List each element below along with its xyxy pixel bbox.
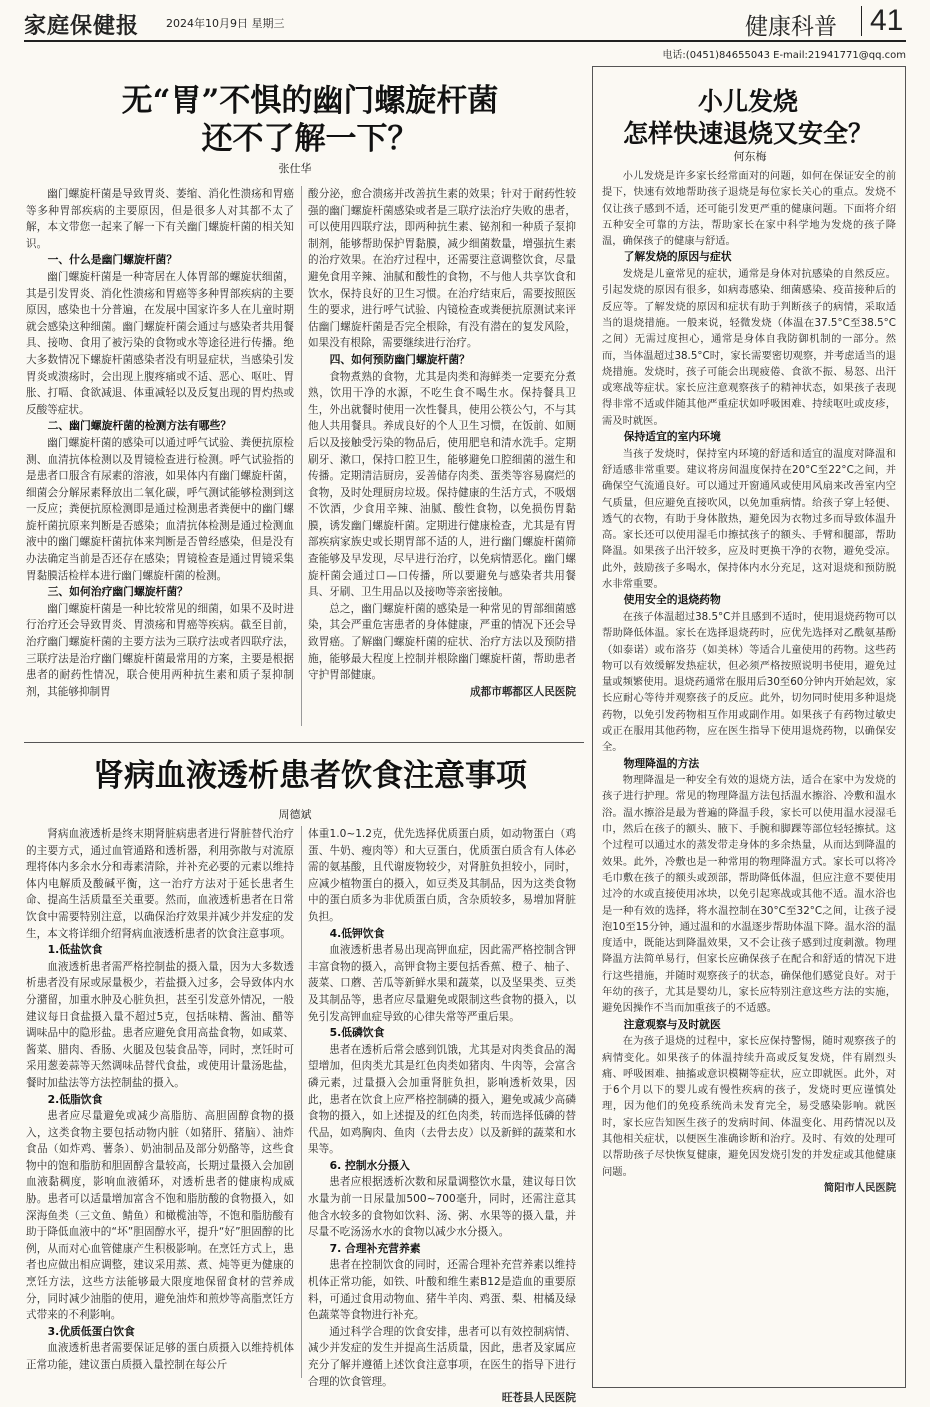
contact-info: 电话:(0451)84655043 E-mail:21941771@qq.com	[662, 50, 906, 61]
article1-title	[30, 82, 590, 158]
page-number: 41	[870, 4, 904, 37]
section-heading: 7. 合理补充营养素	[329, 1241, 421, 1255]
source-hospital: 旺苍县人民医院	[501, 1392, 576, 1405]
section-heading: 4.低钾饮食	[329, 926, 385, 940]
paragraph: 在为孩子退烧的过程中，家长应保持警惕，随时观察孩子的病情变化。如果孩子的体温持续升高或反复发烧，伴有剧烈头痛、呼吸困难、抽搐或意识模糊等症状，应立即就医。此外，对于6个月以下的婴儿或有慢性疾病的孩子，发烧时更应谨慎处理，因为他们的免疫系统尚未发育完全，易受感染影响。就医时，家长应告知医生孩子的发病时间、体温变化、用药情况以及其他相关症状，以便医生准确诊断和治疗。及时、有效的处理可以帮助孩子尽快恢复健康，避免因发烧引发的并发症或其他健康问题。	[602, 1035, 896, 1178]
source-hospital: 简阳市人民医院	[823, 1181, 896, 1194]
header-rule	[24, 40, 906, 42]
section-name: 健康科普	[745, 14, 837, 40]
paragraph: 物理降温是一种安全有效的退烧方法，适合在家中为发烧的孩子进行护理。常见的物理降温方法包括温水擦浴、冷敷和温水浴。温水擦浴是最为普遍的降温手段，家长可以使用温水浸湿毛巾，然后在孩子的额头、腋下、手腕和脚踝等部位轻轻擦拭。这个过程可以通过水的蒸发带走身体的多余热量，从而达到降温的效果。此外，冷敷也是一种常用的物理降温方式。家长可以将冷毛巾敷在孩子的额头或颈部，帮助降低体温，但应注意不要使用过冷的水或直接使用冰块，以免引起寒战或其他不适。温水浴也是一种有效的选择，将水温控制在30°C至32°C之间，让孩子浸泡10至15分钟，通过温和的水温逐步帮助体温下降。温水浴的温度适中，既能达到降温效果，又不会让孩子感到过度刺激。物理降温方法简单易行，但家长应确保孩子在配合和舒适的情况下进行这些措施，并随时观察孩子的状态，确保他们感觉良好。对于年幼的孩子，尤其是婴幼儿，家长应特别注意这些方法的实施，避免因操作不当而加重孩子的不适感。	[602, 774, 896, 1015]
paragraph: 幽门螺旋杆菌的感染可以通过呼气试验、粪便抗原检测、血清抗体检测以及胃镜检查进行检测。呼气试验指的是患者口服含有尿素的溶液，如果体内有幽门螺旋杆菌，细菌会分解尿素释放出二氧化碳，呼气测试能够检测到这一反应；粪便抗原检测即是通过检测患者粪便中的幽门螺旋杆菌抗原来判断是否感染；血清抗体检测是通过检测血液中的幽门螺旋杆菌抗体来判断是否曾经感染，但是没有办法确定当前是否还存在感染；胃镜检查是通过胃镜采集胃黏膜活检样本进行幽门螺旋杆菌的检测。	[26, 436, 294, 582]
article2-column-1	[26, 826, 294, 1382]
section-heading: 使用安全的退烧药物	[623, 593, 721, 607]
article3-title	[600, 86, 896, 150]
article2-author: 周德斌	[278, 808, 312, 821]
article3-title-line1: 小儿发烧	[697, 87, 798, 116]
section-heading: 2.低脂饮食	[47, 1092, 103, 1106]
article-separator	[24, 742, 584, 743]
header-separator	[861, 6, 862, 36]
article3-title-line2: 怎样快速退烧又安全？	[622, 119, 873, 148]
article1-title-line1: 无“胃”不惧的幽门螺旋杆菌	[121, 83, 499, 119]
section-heading: 三、如何治疗幽门螺旋杆菌？	[47, 585, 188, 599]
article1-author: 张仕华	[278, 162, 312, 175]
paragraph: 酸分泌，愈合溃疡并改善抗生素的效果；针对于耐药性较强的幽门螺旋杆菌感染或者是三联疗法治疗失败的患者，可以使用四联疗法，即两种抗生素、铋剂和一种质子泵抑制剂，能够帮助保护胃黏膜，减少细菌数量，增强抗生素的治疗效果。在治疗过程中，还需要注意调整饮食，尽量避免食用辛辣、油腻和酸性的食物，不与他人共享饮食和饮水，保持良好的卫生习惯。在治疗结束后，需要按照医生的要求，进行呼气试验、内镜检查或粪便抗原测试来评估幽门螺旋杆菌是否完全根除，有没有潜在的复发风险，如果没有根除，需要继续进行治疗。	[308, 188, 576, 350]
article2-title: 肾病血液透析患者饮食注意事项	[93, 758, 527, 794]
paragraph: 总之，幽门螺旋杆菌的感染是一种常见的胃部细菌感染，其会严重危害患者的身体健康，严重的情况下还会导致胃癌。了解幽门螺旋杆菌的症状、治疗方法以及预防措施，能够最大程度上控制并根除幽门螺旋杆菌，帮助患者守护胃部健康。	[308, 602, 576, 682]
paragraph: 患者在透析后常会感到饥饿，尤其是对肉类食品的渴望增加，但肉类尤其是红色肉类如猪肉、牛肉等，会富含磷元素，过量摄入会加重肾脏负担，影响透析效果，因此，患者在饮食上应严格控制磷的摄入，避免或减少高磷食物的摄入，如上述提及的红色肉类，转而选择低磷的替代品，如鸡胸肉、鱼肉（去骨去皮）以及新鲜的蔬菜和水果等。	[308, 1043, 576, 1156]
paragraph: 患者应尽量避免或减少高脂肪、高胆固醇食物的摄入，这类食物主要包括动物内脏（如猪肝、猪脑）、油炸食品（如炸鸡、薯条）、奶油制品及部分奶酪等，这些食物中的饱和脂肪和胆固醇含量较高，长期过量摄入会加剧血液黏稠度，影响血液循环，对透析患者的健康构成威胁。患者可以适量增加富含不饱和脂肪酸的食物摄入，如深海鱼类（三文鱼、鲭鱼）和橄榄油等，不饱和脂肪酸有助于降低血液中的“坏”胆固醇水平，提升“好”胆固醇的比例，从而对心血管健康产生积极影响。在烹饪方式上，患者也应做出相应调整，建议采用蒸、煮、炖等更为健康的烹饪方法，这些方法能够最大限度地保留食材的营养成分，同时减少油脂的使用，避免油炸和煎炒等高脂烹饪方式带来的不利影响。	[26, 1110, 294, 1322]
section-heading: 5.低磷饮食	[329, 1026, 385, 1040]
paragraph: 肾病血液透析是终末期肾脏病患者进行肾脏替代治疗的主要方式，通过血管通路和透析器，利用弥散与对流原理将体内多余水分和毒素清除，并补充必要的元素以维持体内电解质及酸碱平衡，这一治疗方法对于延长患者生命、提高生活质量至关重要。然而，血液透析患者在日常饮食中需要特别注意，以确保治疗效果并减少并发症的发生，本文将详细介绍肾病血液透析患者的饮食注意事项。	[26, 828, 294, 940]
section-heading: 注意观察与及时就医	[623, 1017, 721, 1031]
section-heading: 保持适宜的室内环境	[623, 430, 721, 444]
section-heading: 3.优质低蛋白饮食	[47, 1324, 135, 1338]
article1-title-line2: 还不了解一下？	[201, 121, 419, 157]
paragraph: 血液透析患者需要保证足够的蛋白质摄入以维持机体正常功能，建议蛋白质摄入量控制在每公斤	[26, 1342, 294, 1371]
article2-column-2	[308, 826, 576, 1405]
section-heading: 了解发烧的原因与症状	[623, 250, 732, 264]
column-divider	[301, 826, 302, 1378]
paragraph: 血液透析患者需严格控制盐的摄入量，因为大多数透析患者没有尿或尿量极少，若盐摄入过多，会导致体内水分潴留，加重水肿及心脏负担，甚至引发意外情况，一般建议每日食盐摄入量不超过5克，包括味精、酱油、醋等调味品中的隐形盐。患者应避免食用高盐食物，如咸菜、酱菜、腊肉、香肠、火腿及包装食品等，同时，烹饪时可采用葱姜蒜等天然调味品替代食盐，或使用计量汤匙盐，餐时加盐法等方法控制盐的摄入。	[26, 960, 294, 1089]
newspaper-name: 家庭保健报	[24, 13, 140, 39]
article3-body	[602, 168, 896, 1380]
section-heading: 6. 控制水分摄入	[329, 1158, 410, 1172]
article1-column-1	[26, 186, 294, 734]
section-heading: 一、什么是幽门螺旋杆菌？	[47, 253, 178, 267]
section-heading: 二、幽门螺旋杆菌的检测方法有哪些？	[47, 419, 232, 433]
article3-author: 何东梅	[733, 150, 767, 163]
section-heading: 物理降温的方法	[623, 756, 700, 770]
paragraph: 患者在控制饮食的同时，还需合理补充营养素以维持机体正常功能，如铁、叶酸和维生素B12是造血的重要原料，可通过食用动物血、猪牛羊肉、鸡蛋、梨、柑橘及绿色蔬菜等食物进行补充。	[308, 1259, 576, 1322]
paragraph: 通过科学合理的饮食安排，患者可以有效控制病情、减少并发症的发生并提高生活质量，因此，患者及家属应充分了解并遵循上述饮食注意事项，在医生的指导下进行合理的饮食管理。	[308, 1325, 576, 1388]
source-hospital: 成都市郫都区人民医院	[470, 685, 576, 698]
paragraph: 发烧是儿童常见的症状，通常是身体对抗感染的自然反应。引起发烧的原因有很多，如病毒感染、细菌感染、疫苗接种后的反应等。了解发烧的原因和症状有助于判断孩子的病情，采取适当的退烧措施。一般来说，轻微发烧（体温在37.5°C至38.5°C之间）无需过度担心，通常是身体自我防御机制的一部分。然而，当体温超过38.5°C时，家长需要密切观察，并考虑适当的退烧措施。发烧时，孩子可能会出现疲倦、食欲不振、易怒、出汗或寒战等症状。家长应注意观察孩子的精神状态，如果孩子表现得非常不适或伴随其他严重症状如呼吸困难、持续呕吐或皮疹，需及时就医。	[602, 268, 896, 427]
paragraph: 体重1.0~1.2克，优先选择优质蛋白质，如动物蛋白（鸡蛋、牛奶、瘦肉等）和大豆蛋白，优质蛋白质含有人体必需的氨基酸，且代谢废物较少，对肾脏负担较小，同时，应减少植物蛋白的摄入，如豆类及其制品，因为这类食物中的蛋白质多为非优质蛋白质，含杂质较多，易增加肾脏负担。	[308, 828, 576, 923]
paragraph: 小儿发烧是许多家长经常面对的问题，如何在保证安全的前提下，快速有效地帮助孩子退烧是每位家长关心的重点。发烧不仅让孩子感到不适，还可能引发更严重的健康问题。下面将介绍五种安全可靠的方法，帮助家长在家中科学地为发烧的孩子降温，确保孩子的健康与舒适。	[602, 170, 896, 248]
paragraph: 幽门螺旋杆菌是导致胃炎、萎缩、消化性溃疡和胃癌等多种胃部疾病的主要原因，但是很多人对其都不太了解，本文带您一起来了解一下有关幽门螺旋杆菌的相关知识。	[26, 188, 294, 250]
article1-column-2	[308, 186, 576, 734]
column-divider	[301, 186, 302, 726]
paragraph: 食物煮熟的食物，尤其是肉类和海鲜类一定要充分煮熟，饮用干净的水源，不吃生食不喝生水。保持餐具卫生，外出就餐时使用一次性餐具，使用公筷公勺，不与其他人共用餐具。养成良好的个人卫生习惯，在饭前、如厕后以及接触受污染的物品后，使用肥皂和清水洗手。定期刷牙、漱口，保持口腔卫生，能够避免口腔细菌的滋生和传播。定期清洁厨房，妥善储存肉类、蛋类等容易腐烂的食物，及时处理厨房垃圾。保持健康的生活方式，不吸烟不饮酒，少食用辛辣、油腻、酸性食物，以免损伤胃黏膜，诱发幽门螺旋杆菌。定期进行健康检查，尤其是有胃部疾病家族史或长期胃部不适的人，进行幽门螺旋杆菌筛查能够及早发现，尽早进行治疗，以免病情恶化。幽门螺旋杆菌会通过口—口传播，所以要避免与感染者共用餐具、牙刷、卫生用品以及接吻等亲密接触。	[308, 370, 576, 599]
section-heading: 四、如何预防幽门螺旋杆菌？	[329, 352, 470, 366]
section-heading: 1.低盐饮食	[47, 943, 103, 957]
paragraph: 血液透析患者易出现高钾血症，因此需严格控制含钾丰富食物的摄入，高钾食物主要包括香蕉、橙子、柚子、菠菜、口蘑、苦瓜等新鲜水果和蔬菜，以及坚果类、豆类及其制品等，患者应尽量避免或限制这些食物的摄入，以免引发高钾血症导致的心律失常等严重后果。	[308, 944, 576, 1023]
issue-date: 2024年10月9日 星期三	[166, 17, 285, 30]
paragraph: 当孩子发烧时，保持室内环境的舒适和适宜的温度对降温和舒适感非常重要。建议将房间温度保持在20°C至22°C之间，并确保空气流通良好。可以通过开窗通风或使用风扇来改善室内空气质量，但应避免直接吹风，以免加重病情。给孩子穿上轻便、透气的衣物，有助于身体散热，避免因为衣物过多而导致体温升高。家长还可以使用湿毛巾擦拭孩子的额头、手臂和腿部，帮助降温。如果孩子出汗较多，应及时更换干净的衣物，避免受凉。此外，鼓励孩子多喝水，保持体内水分充足，这对退烧和预防脱水非常重要。	[602, 447, 896, 591]
paragraph: 在孩子体温超过38.5°C并且感到不适时，使用退烧药物可以帮助降低体温。家长在选择退烧药时，应优先选择对乙酰氨基酚（如泰诺）或布洛芬（如美林）等适合儿童使用的药物。这些药物可以有效缓解发热症状，但必须严格按照说明书使用，避免过量或频繁使用。退烧药通常在服用后30至60分钟内开始起效，家长应耐心等待并观察孩子的反应。此外，切勿同时使用多种退烧药物，以免引发药物相互作用或副作用。如果孩子有药物过敏史或正在服用其他药物，应在医生指导下使用退烧药物，以确保安全。	[602, 610, 896, 754]
paragraph: 幽门螺旋杆菌是一种寄居在人体胃部的螺旋状细菌，其是引发胃炎、消化性溃疡和胃癌等多种胃部疾病的主要原因，感染也十分普遍，在发展中国家许多人在儿童时期就会感染这种细菌。幽门螺旋杆菌会通过与感染者共用餐具、接吻、食用了被污染的食物或水等途径进行传播。绝大多数情况下螺旋杆菌感染者没有明显症状，当感染引发胃炎或溃疡时，会出现上腹疼痛或不适、恶心、呕吐、胃胀、打嗝、食欲减退、体重减轻以及反复出现的胃灼热或反酸等症状。	[26, 270, 294, 416]
paragraph: 患者应根据透析次数和尿量调整饮水量，建议每日饮水量为前一日尿量加500~700毫升，同时，还需注意其他含水较多的食物如饮料、汤、粥、水果等的摄入量，并尽量不吃汤汤水水的食物以减少水分摄入。	[308, 1176, 576, 1239]
paragraph: 幽门螺旋杆菌是一种比较常见的细菌，如果不及时进行治疗还会导致胃炎、胃溃疡和胃癌等疾病。截至目前，治疗幽门螺旋杆菌的主要方法为三联疗法或者四联疗法，三联疗法是治疗幽门螺旋杆菌最常用的方案，主要是根据患者的耐药性情况，联合使用两种抗生素和质子泵抑制剂，其能够抑制胃	[26, 602, 294, 698]
